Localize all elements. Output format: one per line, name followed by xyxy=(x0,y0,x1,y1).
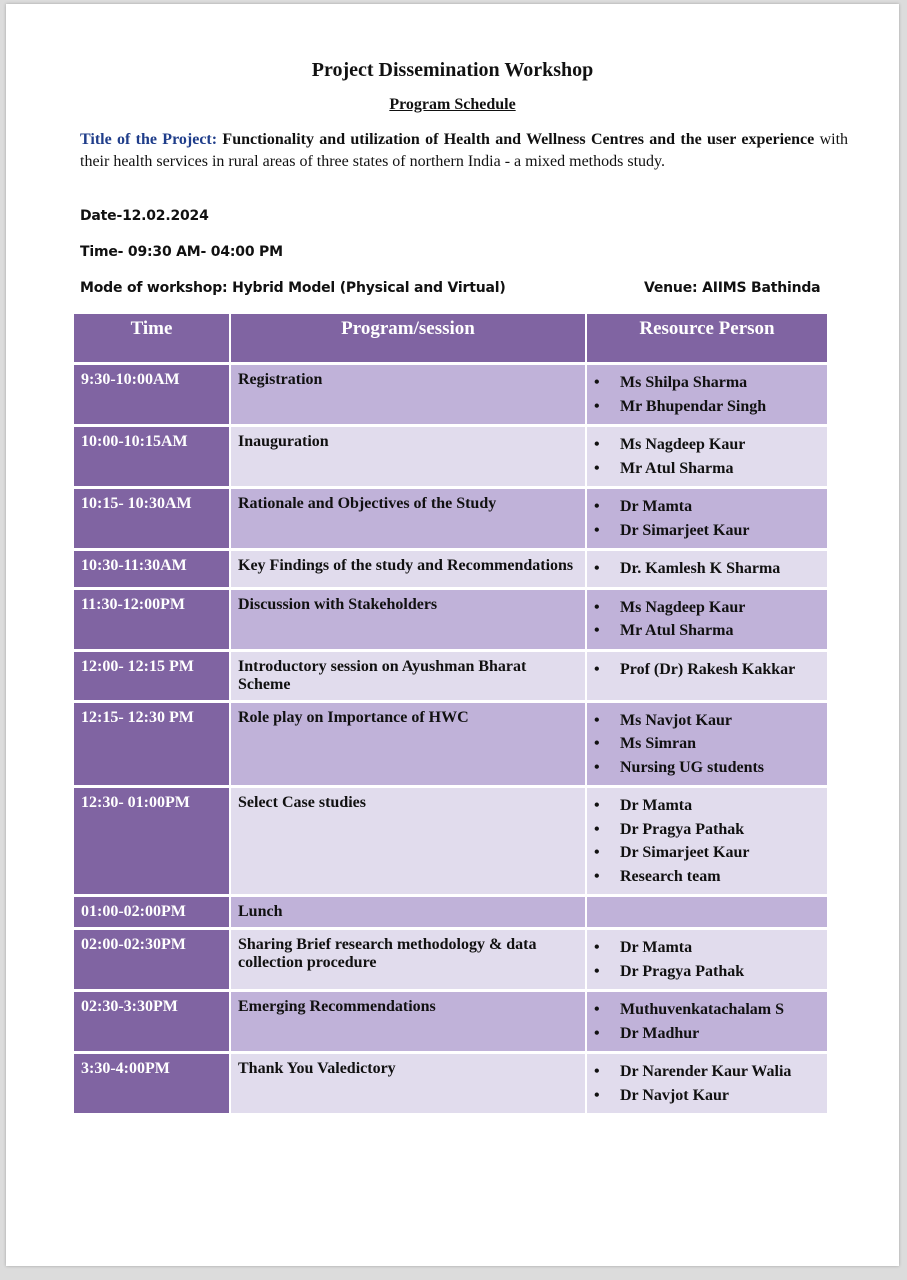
time-cell: 3:30-4:00PM xyxy=(74,1054,229,1113)
resource-person-cell xyxy=(587,1054,827,1113)
schedule-header-row xyxy=(74,314,827,362)
header-session: Program/session xyxy=(231,314,585,362)
table-row xyxy=(74,590,827,649)
table-row xyxy=(74,427,827,486)
resource-person: • Dr Mamta xyxy=(620,936,820,960)
resource-person: • Muthuvenkatachalam S xyxy=(620,998,820,1022)
time-cell: 02:30-3:30PM xyxy=(74,992,229,1051)
resource-person-cell xyxy=(587,365,827,424)
resource-person-list xyxy=(594,936,820,983)
table-row xyxy=(74,1054,827,1113)
document-page xyxy=(6,4,899,1266)
resource-person: • Dr Narender Kaur Walia xyxy=(620,1060,820,1084)
project-title-rest: with their health services in rural areas of three states of northern India - a mixed methods study. xyxy=(80,131,849,170)
resource-person: • Research team xyxy=(620,865,820,889)
project-title-paragraph xyxy=(80,129,848,173)
time-cell: 9:30-10:00AM xyxy=(74,365,229,424)
schedule-body xyxy=(74,365,827,1113)
workshop-time: Time- 09:30 AM- 04:00 PM xyxy=(80,244,283,260)
session-cell: Sharing Brief research methodology & data collection procedure xyxy=(231,930,585,989)
table-row xyxy=(74,930,827,989)
session-cell: Discussion with Stakeholders xyxy=(231,590,585,649)
resource-person-cell xyxy=(587,652,827,700)
table-row xyxy=(74,703,827,786)
resource-person-list xyxy=(594,658,820,682)
session-cell: Emerging Recommendations xyxy=(231,992,585,1051)
resource-person: • Mr Atul Sharma xyxy=(620,619,820,643)
workshop-venue: Venue: AIIMS Bathinda xyxy=(644,280,821,296)
resource-person: • Dr Mamta xyxy=(620,495,820,519)
table-row xyxy=(74,489,827,548)
resource-person: • Dr Simarjeet Kaur xyxy=(620,519,820,543)
resource-person-cell xyxy=(587,992,827,1051)
session-cell: Key Findings of the study and Recommendations xyxy=(231,551,585,587)
time-cell: 02:00-02:30PM xyxy=(74,930,229,989)
resource-person-cell xyxy=(587,930,827,989)
resource-person: • Dr Pragya Pathak xyxy=(620,818,820,842)
time-cell: 10:00-10:15AM xyxy=(74,427,229,486)
time-cell: 11:30-12:00PM xyxy=(74,590,229,649)
resource-person-cell xyxy=(587,788,827,894)
resource-person-list xyxy=(594,596,820,643)
time-cell: 01:00-02:00PM xyxy=(74,897,229,927)
resource-person-cell xyxy=(587,427,827,486)
resource-person: • Dr Pragya Pathak xyxy=(620,960,820,984)
session-cell: Inauguration xyxy=(231,427,585,486)
resource-person-cell xyxy=(587,551,827,587)
session-cell: Rationale and Objectives of the Study xyxy=(231,489,585,548)
table-row xyxy=(74,992,827,1051)
session-cell: Introductory session on Ayushman Bharat Scheme xyxy=(231,652,585,700)
resource-person: • Dr Mamta xyxy=(620,794,820,818)
resource-person: • Mr Atul Sharma xyxy=(620,457,820,481)
resource-person-list xyxy=(594,1060,820,1107)
resource-person-cell xyxy=(587,590,827,649)
workshop-date: Date-12.02.2024 xyxy=(80,208,209,224)
resource-person: • Dr. Kamlesh K Sharma xyxy=(620,557,820,581)
time-cell: 10:15- 10:30AM xyxy=(74,489,229,548)
resource-person: • Ms Nagdeep Kaur xyxy=(620,596,820,620)
table-row xyxy=(74,788,827,894)
project-title-bold: Functionality and utilization of Health and Wellness Centres and the user experience xyxy=(222,131,815,148)
resource-person: • Dr Madhur xyxy=(620,1022,820,1046)
resource-person-list xyxy=(594,371,820,418)
schedule-table xyxy=(72,311,829,1116)
time-cell: 12:15- 12:30 PM xyxy=(74,703,229,786)
session-cell: Thank You Valedictory xyxy=(231,1054,585,1113)
table-row xyxy=(74,365,827,424)
header-resource-person: Resource Person xyxy=(587,314,827,362)
resource-person: • Mr Bhupendar Singh xyxy=(620,395,820,419)
table-row xyxy=(74,551,827,587)
document-title: Project Dissemination Workshop xyxy=(311,59,594,81)
workshop-mode: Mode of workshop: Hybrid Model (Physical and Virtual) xyxy=(80,280,506,296)
resource-person: • Dr Simarjeet Kaur xyxy=(620,841,820,865)
resource-person-cell xyxy=(587,489,827,548)
time-cell: 10:30-11:30AM xyxy=(74,551,229,587)
header-time: Time xyxy=(74,314,229,362)
resource-person: • Ms Nagdeep Kaur xyxy=(620,433,820,457)
session-cell: Lunch xyxy=(231,897,585,927)
session-cell: Role play on Importance of HWC xyxy=(231,703,585,786)
resource-person: • Ms Shilpa Sharma xyxy=(620,371,820,395)
resource-person: • Ms Simran xyxy=(620,732,820,756)
session-cell: Select Case studies xyxy=(231,788,585,894)
table-row xyxy=(74,897,827,927)
resource-person-list xyxy=(594,557,820,581)
resource-person-cell xyxy=(587,897,827,927)
resource-person: • Nursing UG students xyxy=(620,756,820,780)
time-cell: 12:00- 12:15 PM xyxy=(74,652,229,700)
project-title-label: Title of the Project: xyxy=(80,131,218,148)
time-cell: 12:30- 01:00PM xyxy=(74,788,229,894)
resource-person-list xyxy=(594,998,820,1045)
resource-person: • Ms Navjot Kaur xyxy=(620,709,820,733)
resource-person: • Dr Navjot Kaur xyxy=(620,1084,820,1108)
table-row xyxy=(74,652,827,700)
resource-person: • Prof (Dr) Rakesh Kakkar xyxy=(620,658,820,682)
resource-person-list xyxy=(594,794,820,888)
resource-person-cell xyxy=(587,703,827,786)
session-cell: Registration xyxy=(231,365,585,424)
resource-person-list xyxy=(594,433,820,480)
document-subtitle: Program Schedule xyxy=(389,96,516,113)
resource-person-list xyxy=(594,495,820,542)
resource-person-list xyxy=(594,709,820,780)
